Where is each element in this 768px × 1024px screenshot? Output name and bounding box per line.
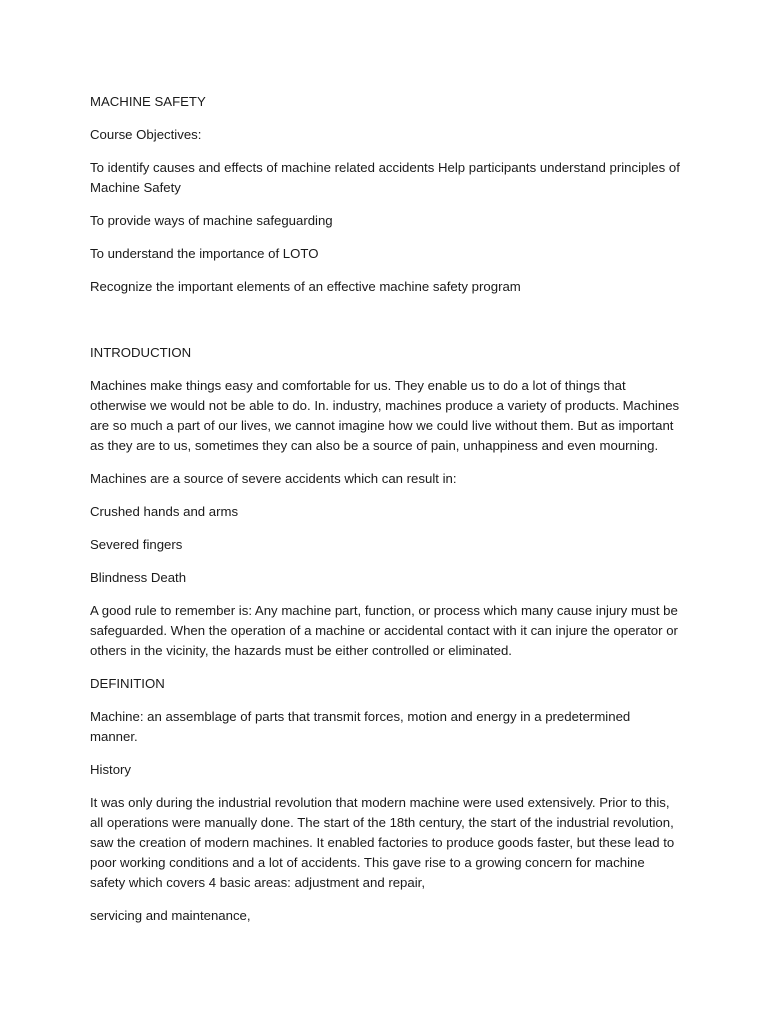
- objective-item: To identify causes and effects of machine related accidents Help participants understand principles of Machine Safety: [90, 160, 680, 195]
- objective-item: To understand the importance of LOTO: [90, 246, 319, 261]
- history-heading: History: [90, 762, 132, 777]
- objective-item: To provide ways of machine safeguarding: [90, 213, 333, 228]
- history-continuation: servicing and maintenance,: [90, 908, 251, 923]
- section-spacer: [90, 310, 680, 343]
- result-item: Crushed hands and arms: [90, 504, 239, 519]
- objectives-heading: Course Objectives:: [90, 127, 202, 142]
- introduction-paragraph: Machines are a source of severe accidents which can result in:: [90, 471, 457, 486]
- definition-text: Machine: an assemblage of parts that transmit forces, motion and energy in a predetermined manner.: [90, 709, 631, 744]
- document-title: MACHINE SAFETY: [90, 94, 206, 109]
- history-paragraph: It was only during the industrial revolution that modern machine were used extensively. Prior to this, all operations were manually done. The start of the 18th century, the start of the industrial revolution, saw the creation of modern machines. It enabled factories to produce goods faster, but these lead to poor working conditions and a lot of accidents. This gave rise to a growing concern for machine safety which covers 4 basic areas: adjustment and repair,: [90, 795, 675, 890]
- result-item: Blindness Death: [90, 570, 187, 585]
- definition-heading: DEFINITION: [90, 676, 165, 691]
- result-item: Severed fingers: [90, 537, 183, 552]
- rule-paragraph: A good rule to remember is: Any machine part, function, or process which many cause injury must be safeguarded. When the operation of a machine or accidental contact with it can injure the operator or others in the vicinity, the hazards must be either controlled or eliminated.: [90, 603, 678, 658]
- document-body: [90, 92, 680, 939]
- objective-item: Recognize the important elements of an effective machine safety program: [90, 279, 521, 294]
- introduction-paragraph: Machines make things easy and comfortable for us. They enable us to do a lot of things that otherwise we would not be able to do. In. industry, machines produce a variety of products. Machines are so much a part of our lives, we cannot imagine how we could live without them. But as important as they are to us, sometimes they can also be a source of pain, unhappiness and even mourning.: [90, 378, 680, 453]
- introduction-heading: INTRODUCTION: [90, 345, 192, 360]
